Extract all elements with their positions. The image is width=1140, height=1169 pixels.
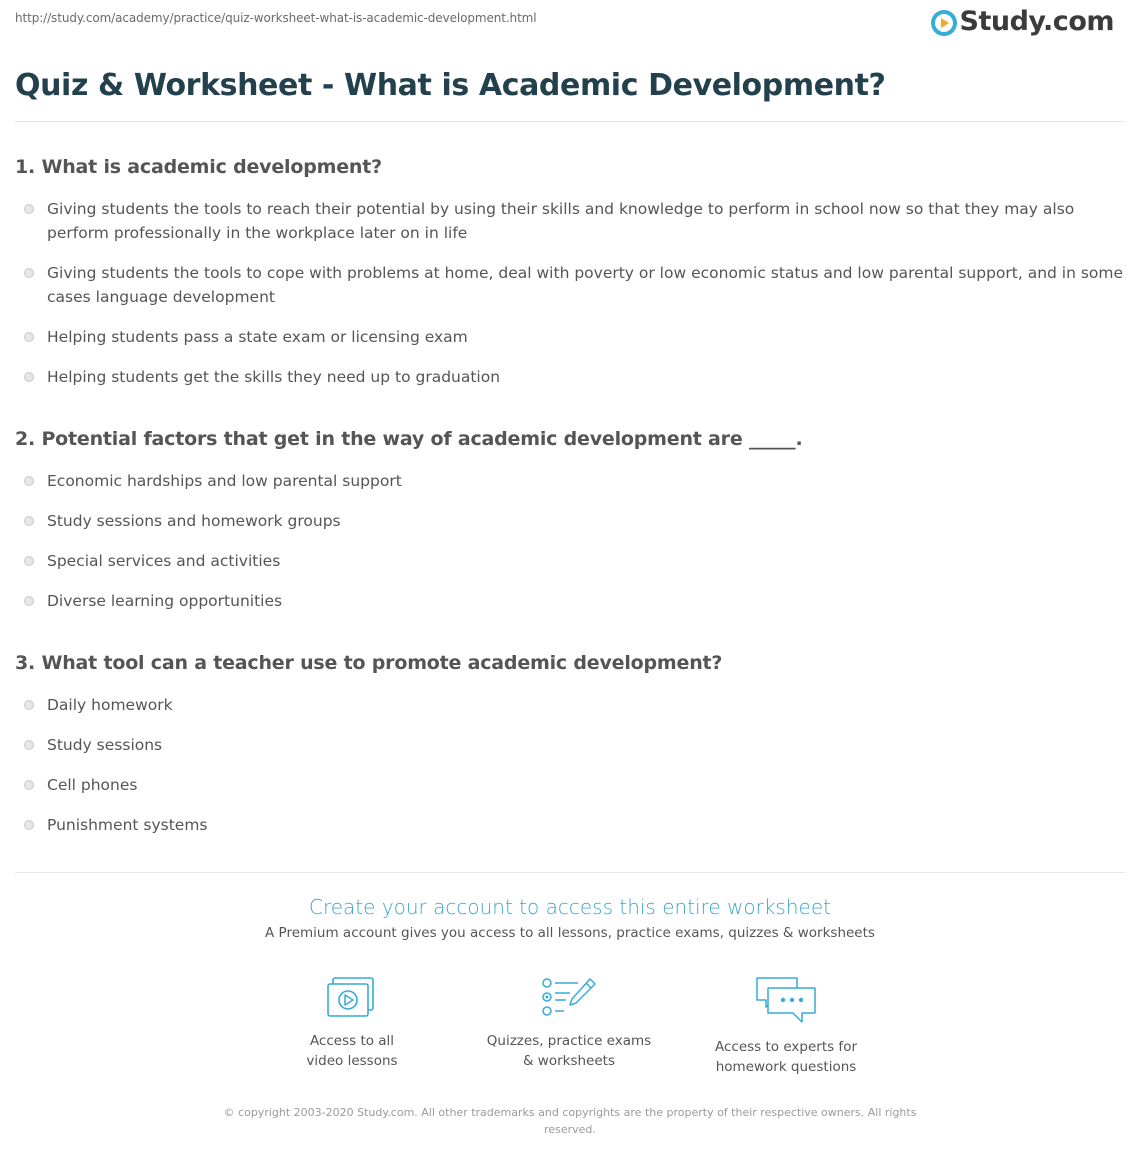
radio-button[interactable]: [24, 204, 34, 214]
question-3: [15, 652, 1125, 834]
feature-quizzes: [469, 975, 669, 1071]
feature-video-lessons: [252, 975, 452, 1071]
radio-button[interactable]: [24, 700, 34, 710]
answer-text: Giving students the tools to reach their potential by using their skills and knowledge to perform in school now so that they may also perform professionally in the workplace later on in life: [47, 200, 1075, 242]
radio-button[interactable]: [24, 596, 34, 606]
video-lessons-icon: [326, 975, 378, 1021]
answer-text: Daily homework: [47, 696, 173, 714]
answer-option[interactable]: [15, 469, 1125, 493]
answer-option[interactable]: [15, 813, 1125, 837]
radio-button[interactable]: [24, 556, 34, 566]
title-divider: [15, 121, 1125, 122]
radio-button[interactable]: [24, 516, 34, 526]
question-text: 2. Potential factors that get in the way of academic development are _____.: [15, 428, 803, 450]
answer-text: Study sessions and homework groups: [47, 512, 341, 530]
answer-text: Helping students get the skills they need up to graduation: [47, 368, 501, 386]
logo-text: Study.com: [959, 6, 1114, 37]
answer-option[interactable]: [15, 589, 1125, 613]
answer-option[interactable]: [15, 197, 1125, 245]
answer-text: Study sessions: [47, 736, 163, 754]
answer-option[interactable]: [15, 325, 1125, 349]
play-logo-icon: [931, 10, 957, 36]
answer-text: Diverse learning opportunities: [47, 592, 283, 610]
answer-text: Economic hardships and low parental support: [47, 472, 402, 490]
question-1: [15, 156, 1125, 386]
answer-text: Helping students pass a state exam or licensing exam: [47, 328, 468, 346]
radio-button[interactable]: [24, 780, 34, 790]
question-text: 1. What is academic development?: [15, 156, 382, 178]
radio-button[interactable]: [24, 476, 34, 486]
answer-option[interactable]: [15, 549, 1125, 573]
answer-option[interactable]: [15, 773, 1125, 797]
answer-text: Cell phones: [47, 776, 138, 794]
quiz-checklist-icon: [540, 975, 598, 1021]
radio-button[interactable]: [24, 372, 34, 382]
answer-option[interactable]: [15, 733, 1125, 757]
radio-button[interactable]: [24, 268, 34, 278]
question-2: [15, 428, 1125, 610]
page-url: http://study.com/academy/practice/quiz-worksheet-what-is-academic-development.html: [15, 11, 537, 25]
answer-text: Giving students the tools to cope with problems at home, deal with poverty or low economic status and low parental support, and in some cases language development: [47, 264, 1124, 306]
answer-text: Special services and activities: [47, 552, 281, 570]
cta-divider: [15, 872, 1125, 873]
answer-option[interactable]: [15, 509, 1125, 533]
answer-option[interactable]: [15, 261, 1125, 309]
feature-label-line1: Access to all: [309, 1033, 395, 1049]
feature-label-line2: homework questions: [715, 1059, 857, 1075]
feature-label-line2: video lessons: [306, 1053, 398, 1069]
radio-button[interactable]: [24, 332, 34, 342]
feature-label-line2: & worksheets: [522, 1053, 615, 1069]
radio-button[interactable]: [24, 820, 34, 830]
chat-bubbles-icon: [754, 975, 818, 1027]
answer-option[interactable]: [15, 693, 1125, 717]
answer-option[interactable]: [15, 365, 1125, 389]
question-text: 3. What tool can a teacher use to promote academic development?: [15, 652, 723, 674]
feature-label-line1: Access to experts for: [714, 1039, 857, 1055]
answer-text: Punishment systems: [47, 816, 208, 834]
study-logo[interactable]: [931, 6, 1114, 37]
feature-experts: [686, 975, 886, 1077]
copyright-notice: © copyright 2003-2020 Study.com. All other trademarks and copyrights are the property of their respective owners. All rights reserved.: [223, 1106, 917, 1136]
create-account-link[interactable]: Create your account to access this entire worksheet: [309, 895, 831, 919]
cta-subtitle: A Premium account gives you access to all lessons, practice exams, quizzes & worksheets: [265, 925, 875, 941]
page-title: Quiz & Worksheet - What is Academic Development?: [15, 68, 886, 103]
radio-button[interactable]: [24, 740, 34, 750]
feature-label-line1: Quizzes, practice exams: [486, 1033, 652, 1049]
